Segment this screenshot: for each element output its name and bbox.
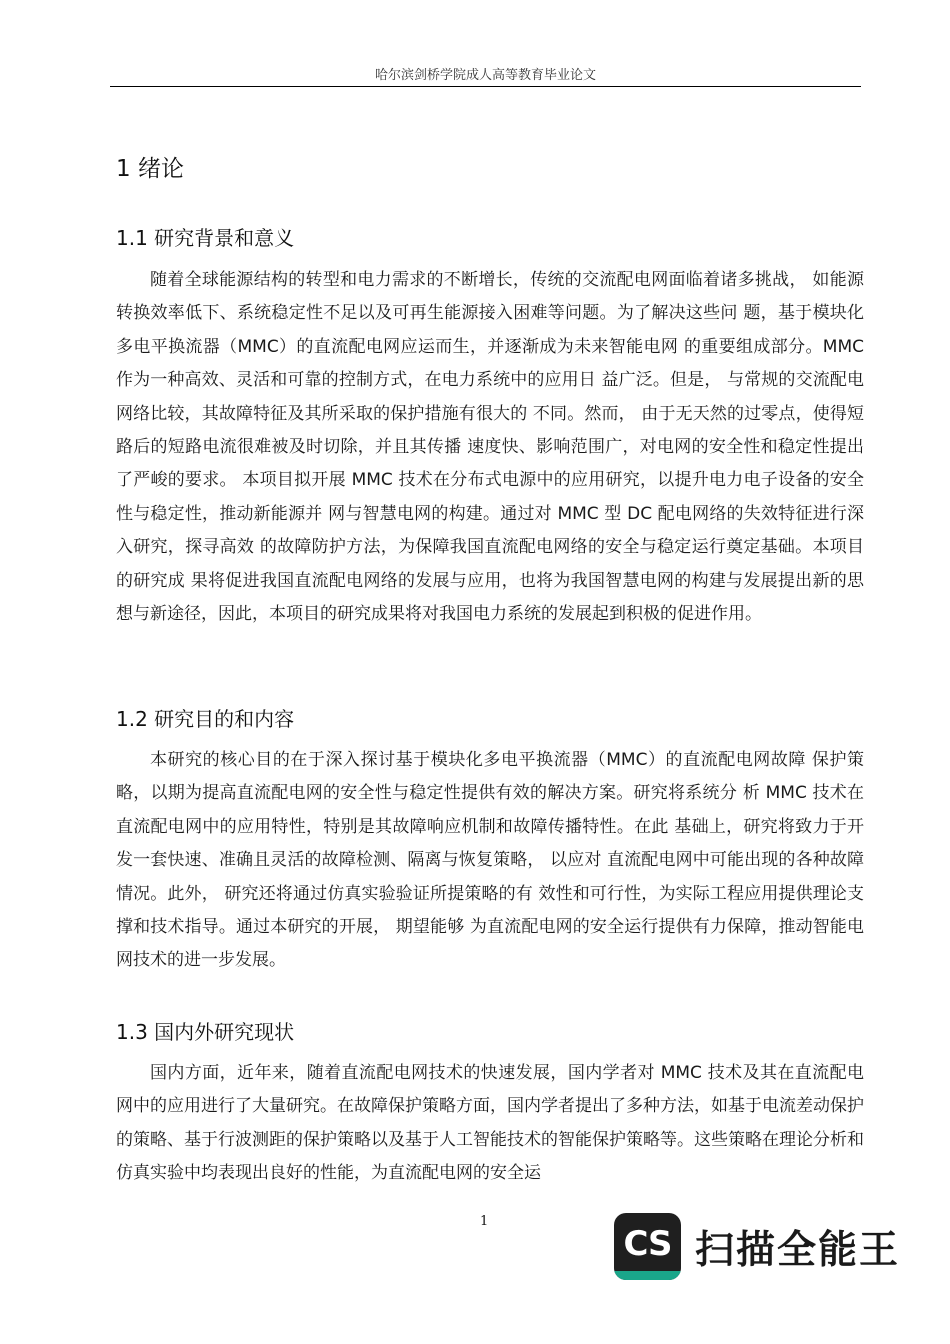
- section-paragraph-1-1: 随着全球能源结构的转型和电力需求的不断增长，传统的交流配电网面临着诸多挑战， 如能源转换效率低下、系统稳定性不足以及可再生能源接入困难等问题。为了解决这些问 题，基于模块化多电平换流器（MMC）的直流配电网应运而生，并逐渐成为未来智能电网 的重要组成部分。MMC 作为一种高效、灵活和可靠的控制方式，在电力系统中的应用日 益广泛。但是， 与常规的交流配电网络比较，其故障特征及其所采取的保护措施有很大的 不同。然而， 由于无天然的过零点，使得短路后的短路电流很难被及时切除，并且其传播 速度快、影响范围广，对电网的安全性和稳定性提出了严峻的要求。 本项目拟开展 MMC 技术在分布式电源中的应用研究，以提升电力电子设备的安全性与稳定性，推动新能源并 网与智慧电网的构建。通过对 MMC 型 DC 配电网络的失效特征进行深入研究，探寻高效 的故障防护方法，为保障我国直流配电网络的安全与稳定运行奠定基础。本项目的研究成 果将促进我国直流配电网络的发展与应用，也将为我国智慧电网的构建与发展提出新的思 想与新途径，因此，本项目的研究成果将对我国电力系统的发展起到积极的促进作用。: [116, 270, 864, 625]
- section-paragraph-1-3: 国内方面，近年来，随着直流配电网技术的快速发展，国内学者对 MMC 技术及其在直流配电网中的应用进行了大量研究。在故障保护策略方面，国内学者提出了多种方法，如基于电流差动保护的策略、基于行波测距的保护策略以及基于人工智能技术的智能保护策略等。这些策略在理论分析和仿真实验中均表现出良好的性能，为直流配电网的安全运: [116, 1063, 864, 1184]
- camscanner-logo-text: CS: [623, 1223, 672, 1264]
- running-header: 哈尔滨剑桥学院成人高等教育毕业论文: [374, 68, 596, 83]
- section-title-1-3: 1.3 国内外研究现状: [116, 1020, 295, 1044]
- header-rule: [110, 86, 861, 87]
- camscanner-watermark: [614, 1213, 900, 1280]
- page-number: 1: [480, 1214, 489, 1229]
- section-title-1-1: 1.1 研究背景和意义: [116, 226, 295, 250]
- camscanner-brand-text: 扫描全能王: [695, 1227, 901, 1273]
- camscanner-logo-icon: [614, 1213, 681, 1280]
- section-paragraph-1-2: 本研究的核心目的在于深入探讨基于模块化多电平换流器（MMC）的直流配电网故障 保护策略，以期为提高直流配电网的安全性与稳定性提供有效的解决方案。研究将系统分 析 MMC 技术在直流配电网中的应用特性，特别是其故障响应机制和故障传播特性。在此 基础上，研究将致力于开发一套快速、准确且灵活的故障检测、隔离与恢复策略， 以应对 直流配电网中可能出现的各种故障情况。此外， 研究还将通过仿真实验验证所提策略的有 效性和可行性，为实际工程应用提供理论支撑和技术指导。通过本研究的开展， 期望能够 为直流配电网的安全运行提供有力保障，推动智能电网技术的进一步发展。: [116, 750, 864, 971]
- section-title-1-2: 1.2 研究目的和内容: [116, 707, 295, 731]
- chapter-title: 1 绪论: [116, 156, 184, 182]
